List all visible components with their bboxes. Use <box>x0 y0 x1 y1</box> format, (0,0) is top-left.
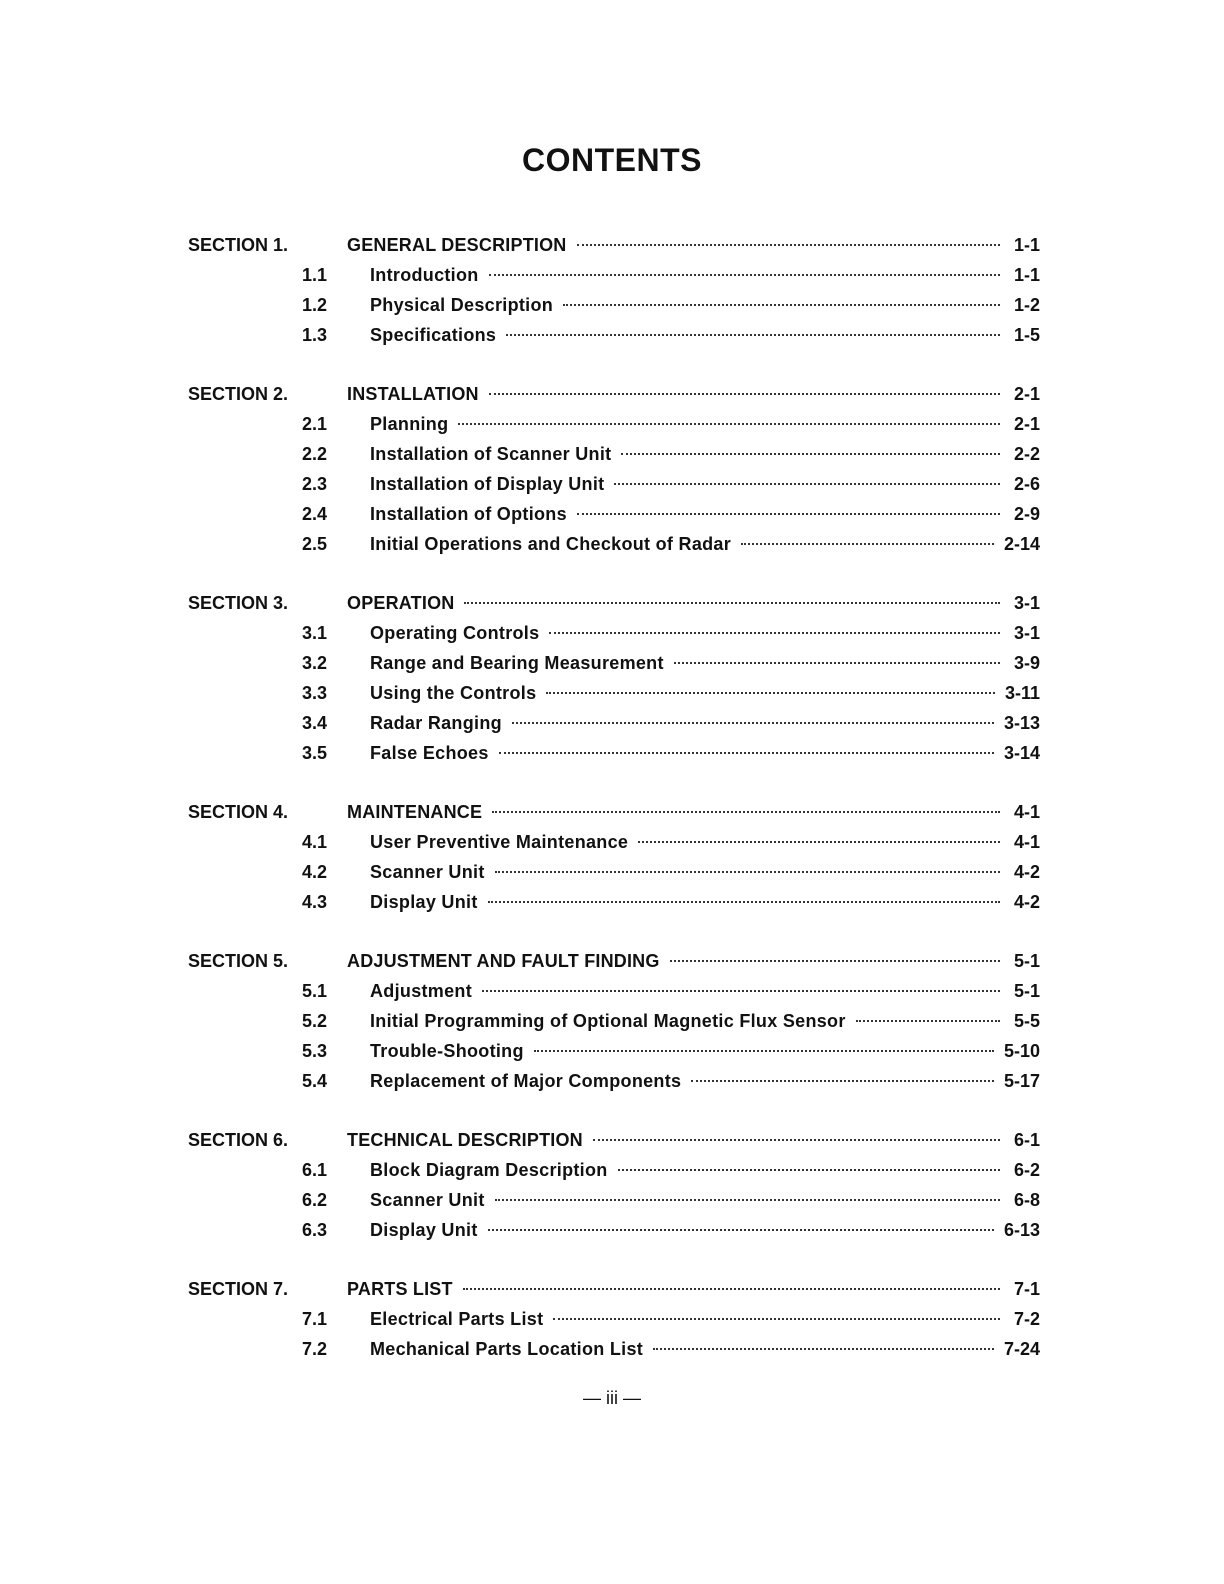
toc-entry <box>188 469 1040 499</box>
toc-section-heading <box>188 797 1040 827</box>
entry-number: 4.3 <box>302 892 328 912</box>
dot-leader <box>464 602 1000 604</box>
entry-title: Display Unit <box>370 892 478 912</box>
toc-entry <box>188 887 1040 917</box>
section-title: MAINTENANCE <box>347 802 483 822</box>
dot-leader <box>614 483 1000 485</box>
entry-title: Replacement of Major Components <box>370 1071 682 1091</box>
section-page-number: 6-1 <box>1013 1130 1040 1150</box>
entry-number: 2.5 <box>302 534 328 554</box>
section-page-number: 1-1 <box>1013 235 1040 255</box>
section-page-number: 3-1 <box>1013 593 1040 613</box>
entry-number: 6.3 <box>302 1220 328 1240</box>
section-page-number: 7-1 <box>1013 1279 1040 1299</box>
entry-page-number: 7-24 <box>1003 1339 1040 1359</box>
toc-section <box>188 1125 1040 1245</box>
entry-title: Electrical Parts List <box>370 1309 544 1329</box>
toc-entry <box>188 1215 1040 1245</box>
entry-number: 6.1 <box>302 1160 328 1180</box>
entry-title: User Preventive Maintenance <box>370 832 629 852</box>
dot-leader <box>856 1020 1000 1022</box>
toc-section <box>188 588 1040 768</box>
toc-section <box>188 1274 1040 1364</box>
entry-page-number: 5-1 <box>1013 981 1040 1001</box>
entry-title: Specifications <box>370 325 497 345</box>
entry-number: 1.1 <box>302 265 328 285</box>
dot-leader <box>492 811 1000 813</box>
dot-leader <box>553 1318 1000 1320</box>
dot-leader <box>670 960 1000 962</box>
toc-entry <box>188 976 1040 1006</box>
dot-leader <box>618 1169 1000 1171</box>
dot-leader <box>489 393 1000 395</box>
section-title: OPERATION <box>347 593 455 613</box>
toc-entry <box>188 857 1040 887</box>
entry-title: Physical Description <box>370 295 554 315</box>
section-title: ADJUSTMENT AND FAULT FINDING <box>347 951 660 971</box>
toc-entry <box>188 1006 1040 1036</box>
toc-entry <box>188 1304 1040 1334</box>
entry-page-number: 6-8 <box>1013 1190 1040 1210</box>
toc-entry <box>188 1036 1040 1066</box>
dot-leader <box>741 543 994 545</box>
dot-leader <box>488 1229 994 1231</box>
entry-number: 3.1 <box>302 623 328 643</box>
entry-page-number: 2-6 <box>1013 474 1040 494</box>
entry-title: Adjustment <box>370 981 472 1001</box>
page-title: CONTENTS <box>522 142 702 178</box>
dot-leader <box>506 334 1000 336</box>
entry-title: False Echoes <box>370 743 489 763</box>
dot-leader <box>577 513 1000 515</box>
entry-number: 2.3 <box>302 474 328 494</box>
entry-number: 5.3 <box>302 1041 328 1061</box>
toc-entry <box>188 290 1040 320</box>
section-label: SECTION 5. <box>188 951 289 971</box>
toc-entry <box>188 827 1040 857</box>
entry-page-number: 3-9 <box>1013 653 1040 673</box>
entry-title: Introduction <box>370 265 479 285</box>
entry-number: 1.2 <box>302 295 328 315</box>
entry-title: Initial Programming of Optional Magnetic Flux Sensor <box>370 1011 846 1031</box>
entry-page-number: 3-1 <box>1013 623 1040 643</box>
dot-leader <box>546 692 995 694</box>
entry-number: 3.3 <box>302 683 328 703</box>
entry-page-number: 2-1 <box>1013 414 1040 434</box>
entry-title: Scanner Unit <box>370 1190 485 1210</box>
toc-section-heading <box>188 1125 1040 1155</box>
entry-page-number: 3-14 <box>1003 743 1040 763</box>
entry-page-number: 7-2 <box>1013 1309 1040 1329</box>
toc-section-heading <box>188 946 1040 976</box>
section-title: GENERAL DESCRIPTION <box>347 235 567 255</box>
toc-section <box>188 946 1040 1096</box>
entry-title: Installation of Display Unit <box>370 474 605 494</box>
entry-page-number: 6-2 <box>1013 1160 1040 1180</box>
dot-leader <box>482 990 1000 992</box>
toc-section <box>188 379 1040 559</box>
entry-page-number: 1-2 <box>1013 295 1040 315</box>
toc-entry <box>188 1334 1040 1364</box>
section-label: SECTION 4. <box>188 802 289 822</box>
entry-page-number: 2-9 <box>1013 504 1040 524</box>
section-page-number: 5-1 <box>1013 951 1040 971</box>
section-title: PARTS LIST <box>347 1279 453 1299</box>
dot-leader <box>549 632 1000 634</box>
entry-title: Operating Controls <box>370 623 540 643</box>
entry-number: 4.2 <box>302 862 328 882</box>
entry-title: Range and Bearing Measurement <box>370 653 664 673</box>
dot-leader <box>593 1139 1000 1141</box>
entry-page-number: 4-1 <box>1013 832 1040 852</box>
entry-page-number: 4-2 <box>1013 862 1040 882</box>
entry-number: 3.2 <box>302 653 328 673</box>
entry-page-number: 4-2 <box>1013 892 1040 912</box>
entry-number: 6.2 <box>302 1190 328 1210</box>
section-page-number: 2-1 <box>1013 384 1040 404</box>
dot-leader <box>691 1080 994 1082</box>
entry-page-number: 3-13 <box>1003 713 1040 733</box>
section-label: SECTION 2. <box>188 384 289 404</box>
entry-page-number: 3-11 <box>1004 683 1040 703</box>
section-label: SECTION 1. <box>188 235 289 255</box>
entry-number: 4.1 <box>302 832 328 852</box>
toc-entry <box>188 1155 1040 1185</box>
section-label: SECTION 7. <box>188 1279 289 1299</box>
toc-section-heading <box>188 1274 1040 1304</box>
dot-leader <box>495 871 1000 873</box>
entry-page-number: 2-2 <box>1013 444 1040 464</box>
dot-leader <box>638 841 1000 843</box>
dot-leader <box>534 1050 994 1052</box>
entry-title: Display Unit <box>370 1220 478 1240</box>
dot-leader <box>495 1199 1000 1201</box>
entry-title: Radar Ranging <box>370 713 502 733</box>
entry-number: 2.4 <box>302 504 328 524</box>
entry-number: 5.4 <box>302 1071 328 1091</box>
dot-leader <box>563 304 1000 306</box>
dot-leader <box>653 1348 994 1350</box>
entry-page-number: 1-5 <box>1013 325 1040 345</box>
dot-leader <box>463 1288 1000 1290</box>
dot-leader <box>512 722 994 724</box>
dot-leader <box>458 423 1000 425</box>
entry-number: 3.4 <box>302 713 328 733</box>
toc-section-heading <box>188 379 1040 409</box>
entry-title: Initial Operations and Checkout of Radar <box>370 534 732 554</box>
entry-page-number: 5-17 <box>1003 1071 1040 1091</box>
entry-number: 1.3 <box>302 325 328 345</box>
toc-entry <box>188 648 1040 678</box>
entry-page-number: 1-1 <box>1013 265 1040 285</box>
toc-entry <box>188 1185 1040 1215</box>
toc-section-heading <box>188 588 1040 618</box>
section-title: TECHNICAL DESCRIPTION <box>347 1130 583 1150</box>
entry-title: Scanner Unit <box>370 862 485 882</box>
dot-leader <box>621 453 1000 455</box>
dot-leader <box>674 662 1000 664</box>
entry-number: 7.1 <box>302 1309 328 1329</box>
toc-entry <box>188 708 1040 738</box>
section-label: SECTION 6. <box>188 1130 289 1150</box>
toc-entry <box>188 1066 1040 1096</box>
toc-entry <box>188 738 1040 768</box>
toc-entry <box>188 260 1040 290</box>
dot-leader <box>488 901 1000 903</box>
toc-section <box>188 797 1040 917</box>
entry-title: Installation of Scanner Unit <box>370 444 612 464</box>
entry-number: 5.2 <box>302 1011 328 1031</box>
dot-leader <box>499 752 994 754</box>
entry-page-number: 2-14 <box>1003 534 1040 554</box>
dot-leader <box>489 274 1000 276</box>
toc-entry <box>188 529 1040 559</box>
entry-title: Mechanical Parts Location List <box>370 1339 644 1359</box>
entry-page-number: 6-13 <box>1003 1220 1040 1240</box>
toc-section <box>188 230 1040 350</box>
page-number: — iii — <box>583 1388 641 1408</box>
toc-entry <box>188 618 1040 648</box>
entry-number: 2.2 <box>302 444 328 464</box>
entry-number: 3.5 <box>302 743 328 763</box>
entry-number: 7.2 <box>302 1339 328 1359</box>
section-page-number: 4-1 <box>1013 802 1040 822</box>
toc-entry <box>188 439 1040 469</box>
table-of-contents <box>188 230 1040 1393</box>
entry-page-number: 5-5 <box>1013 1011 1040 1031</box>
entry-title: Block Diagram Description <box>370 1160 608 1180</box>
entry-page-number: 5-10 <box>1003 1041 1040 1061</box>
toc-section-heading <box>188 230 1040 260</box>
entry-title: Using the Controls <box>370 683 537 703</box>
entry-title: Trouble-Shooting <box>370 1041 524 1061</box>
toc-entry <box>188 320 1040 350</box>
toc-entry <box>188 409 1040 439</box>
entry-number: 5.1 <box>302 981 328 1001</box>
entry-number: 2.1 <box>302 414 328 434</box>
toc-entry <box>188 499 1040 529</box>
section-label: SECTION 3. <box>188 593 289 613</box>
entry-title: Installation of Options <box>370 504 567 524</box>
dot-leader <box>577 244 1001 246</box>
entry-title: Planning <box>370 414 449 434</box>
section-title: INSTALLATION <box>347 384 479 404</box>
toc-entry <box>188 678 1040 708</box>
